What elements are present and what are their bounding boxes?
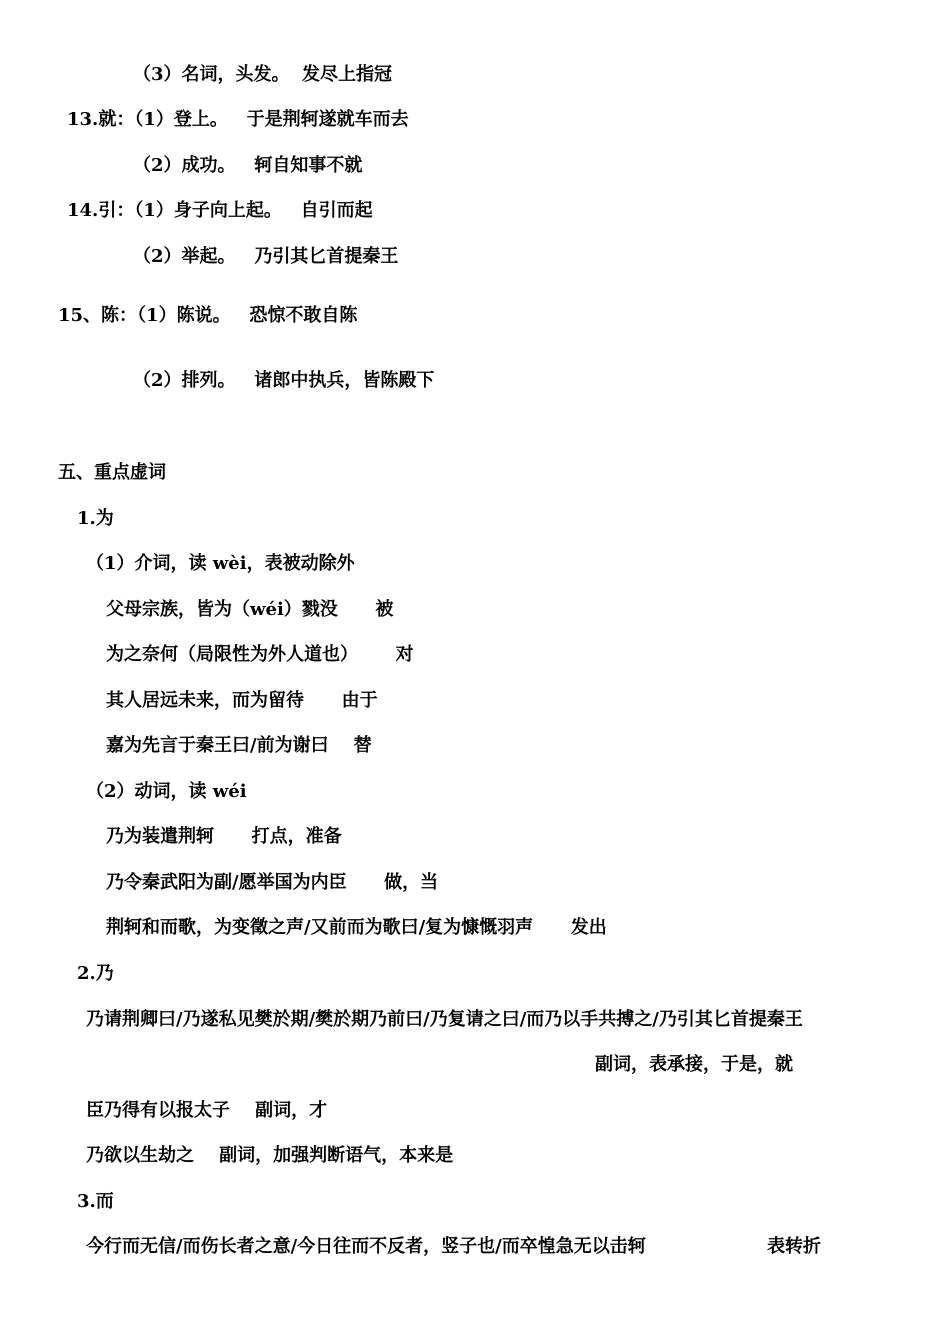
subheading-nai: 2.乃 xyxy=(77,963,114,984)
entry-fa-3: （3）名词，头发。 发尽上指冠 xyxy=(133,64,393,85)
entry-jiu-2: （2）成功。 轲自知事不就 xyxy=(133,155,363,176)
nai-meaning-1: 副词，表承接，于是，就 xyxy=(595,1054,793,1075)
wei-example-6: 乃令秦武阳为副/愿举国为内臣 做，当 xyxy=(106,872,439,893)
entry-yin-2: （2）举起。 乃引其匕首提秦王 xyxy=(133,246,399,267)
wei-example-5: 乃为装遣荆轲 打点，准备 xyxy=(106,826,342,847)
er-meaning-1: 表转折 xyxy=(767,1236,821,1257)
subheading-er: 3.而 xyxy=(77,1191,114,1212)
wei-example-3: 其人居远未来，而为留待 由于 xyxy=(106,690,378,711)
subheading-wei: 1.为 xyxy=(77,508,114,529)
er-example-1: 今行而无信/而伤长者之意/今日往而不反者，竖子也/而卒惶急无以击轲 xyxy=(86,1236,646,1257)
wei-usage-2: （2）动词，读 wéi xyxy=(86,781,247,802)
wei-example-4: 嘉为先言于秦王曰/前为谢曰 替 xyxy=(106,735,372,756)
wei-example-2: 为之奈何（局限性为外人道也） 对 xyxy=(106,644,414,665)
entry-chen-1: 15、陈：（1）陈说。 恐惊不敢自陈 xyxy=(58,305,358,326)
entry-jiu-1: 13.就：（1）登上。 于是荆轲遂就车而去 xyxy=(67,109,409,130)
entry-yin-1: 14.引：（1）身子向上起。 自引而起 xyxy=(67,200,373,221)
nai-example-1: 乃请荆卿曰/乃遂私见樊於期/樊於期乃前曰/乃复请之曰/而乃以手共搏之/乃引其匕首提秦王 xyxy=(86,1009,803,1030)
section-heading: 五、重点虚词 xyxy=(58,462,166,483)
wei-usage-1: （1）介词，读 wèi，表被动除外 xyxy=(86,553,355,574)
wei-example-1: 父母宗族，皆为（wéi）戮没 被 xyxy=(106,599,394,620)
entry-chen-2: （2）排列。 诸郎中执兵，皆陈殿下 xyxy=(133,370,435,391)
nai-example-3: 乃欲以生劫之 副词，加强判断语气，本来是 xyxy=(86,1145,454,1166)
wei-example-7: 荆轲和而歌，为变徵之声/又前而为歌曰/复为慷慨羽声 发出 xyxy=(106,917,607,938)
nai-example-2: 臣乃得有以报太子 副词，才 xyxy=(86,1100,328,1121)
